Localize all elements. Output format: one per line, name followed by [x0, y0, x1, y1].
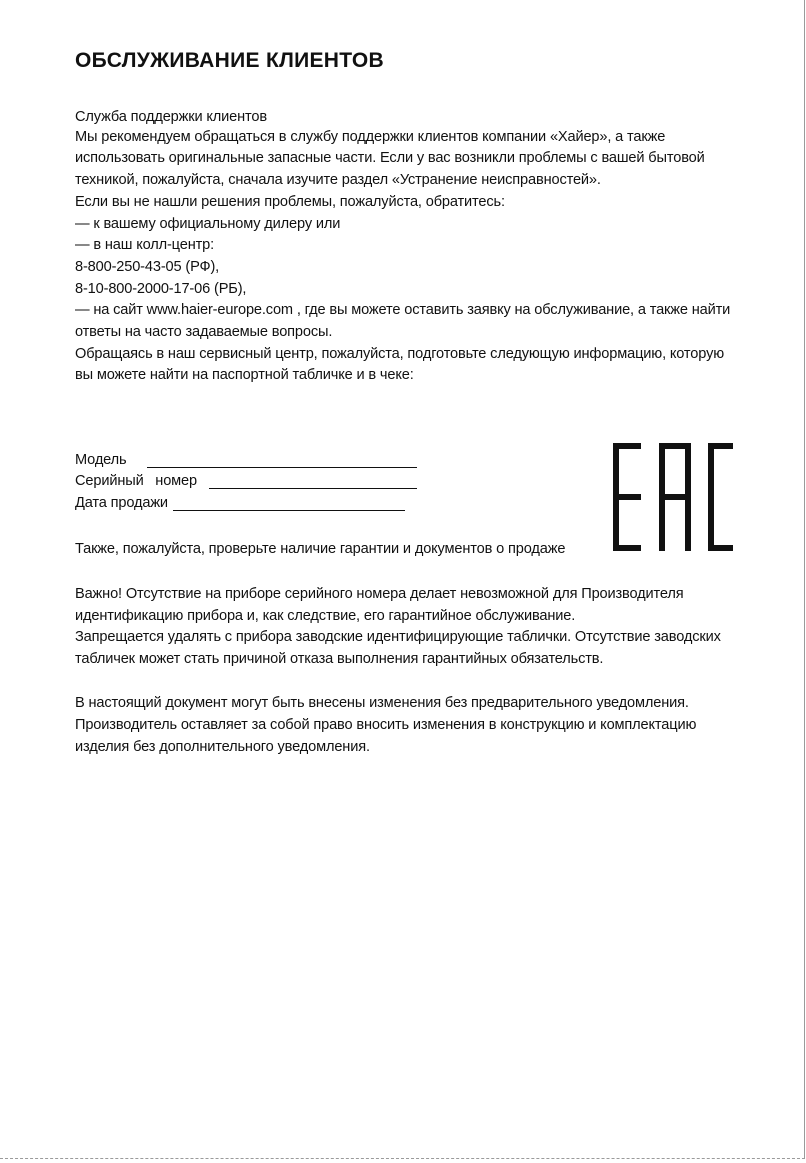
important-line: табличек может стать причиной отказа выполнения гарантийных обязательств. — [75, 651, 604, 667]
support-line: Обращаясь в наш сервисный центр, пожалуйста, подготовьте следующую информацию, которую — [75, 346, 725, 362]
model-label: Модель — [75, 452, 127, 468]
support-line: ответы на часто задаваемые вопросы. — [75, 324, 333, 340]
support-line: использовать оригинальные запасные части. Если у вас возникли проблемы с вашей бытовой — [75, 150, 705, 166]
important-line: идентификацию прибора и, как следствие, его гарантийное обслуживание. — [75, 608, 576, 624]
support-heading: Служба поддержки клиентов — [75, 109, 267, 125]
sale-date-label: Дата продажи — [75, 495, 168, 511]
serial-field-line — [209, 488, 417, 489]
page-title: ОБСЛУЖИВАНИЕ КЛИЕНТОВ — [75, 49, 384, 72]
serial-label: Серийный номер — [75, 473, 197, 489]
support-line: Мы рекомендуем обращаться в службу поддержки клиентов компании «Хайер», а также — [75, 129, 666, 145]
changes-line: В настоящий документ могут быть внесены изменения без предварительного уведомления. — [75, 695, 689, 711]
important-line: Запрещается удалять с прибора заводские идентифицирующие таблички. Отсутствие заводских — [75, 629, 721, 645]
model-field-line — [147, 467, 417, 468]
call-center-line: — в наш колл-центр: — [75, 237, 215, 253]
website-line: — на сайт www.haier-europe.com , где вы можете оставить заявку на обслуживание, а также найти — [75, 302, 731, 318]
dealer-line: — к вашему официальному дилеру или — [75, 216, 341, 232]
support-line: техникой, пожалуйста, сначала изучите раздел «Устранение неисправностей». — [75, 172, 601, 188]
important-line: Важно! Отсутствие на приборе серийного номера делает невозможной для Производителя — [75, 586, 684, 602]
support-line: Если вы не нашли решения проблемы, пожалуйста, обратитесь: — [75, 194, 505, 210]
sale-date-field-line — [173, 510, 405, 511]
phone-by: 8-10-800-2000-17-06 (РБ), — [75, 281, 247, 297]
phone-ru: 8-800-250-43-05 (РФ), — [75, 259, 220, 275]
support-line: вы можете найти на паспортной табличке и в чеке: — [75, 367, 414, 383]
changes-line: Производитель оставляет за собой право вносить изменения в конструкцию и комплектацию — [75, 717, 697, 733]
changes-line: изделия без дополнительного уведомления. — [75, 739, 370, 755]
check-note: Также, пожалуйста, проверьте наличие гарантии и документов о продаже — [75, 541, 566, 557]
eac-mark-icon — [613, 443, 733, 556]
